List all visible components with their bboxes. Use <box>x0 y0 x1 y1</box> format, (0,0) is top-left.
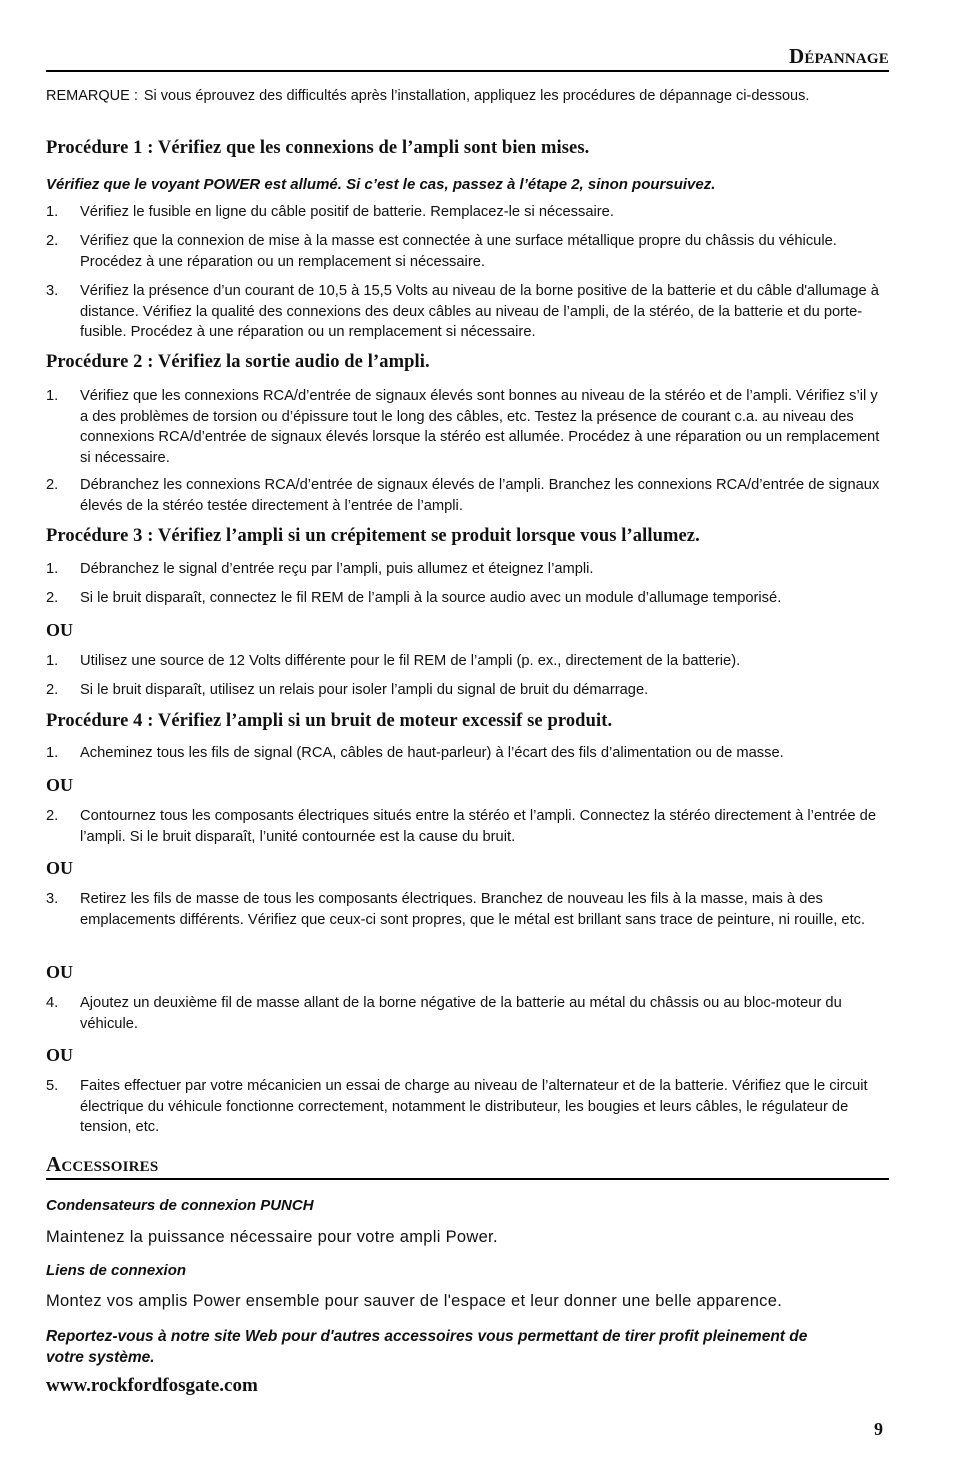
list-item <box>46 475 889 516</box>
item-text: Vérifiez la présence d’un courant de 10,5 à 15,5 Volts au niveau de la borne positive de la batterie et du câble d'allumage à distance. Vérifiez la qualité des connexions des deux câbles au niveau de l’ampli, de la stéréo, de la batterie et du porte-fusible. Procédez à une réparation ou un remplacement si nécessaire. <box>80 283 879 341</box>
item-text: Débranchez les connexions RCA/d’entrée de signaux élevés de l’ampli. Branchez les connexions RCA/d’entrée de signaux élevés de la stéréo testée directement à l’entrée de l’ampli. <box>80 477 880 514</box>
or-separator: OU <box>46 1045 73 1065</box>
item-number: 1. <box>46 653 59 669</box>
item-text: Acheminez tous les fils de signal (RCA, câbles de haut-parleur) à l’écart des fils d’alimentation ou de masse. <box>80 745 784 761</box>
item-number: 2. <box>46 808 59 824</box>
or-separator: OU <box>46 962 73 982</box>
accessory-1-title: Condensateurs de connexion PUNCH <box>46 1197 314 1214</box>
item-text: Si le bruit disparaît, utilisez un relais pour isoler l’ampli du signal de bruit du démarrage. <box>80 682 649 698</box>
item-number: 1. <box>46 204 59 220</box>
item-number: 4. <box>46 995 59 1011</box>
remark-text: Si vous éprouvez des difficultés après l’installation, appliquez les procédures de dépannage ci-dessous. <box>143 88 810 104</box>
item-number: 3. <box>46 283 59 299</box>
accessories-header <box>46 1150 889 1180</box>
accessories-title: Accessoires <box>46 1152 159 1176</box>
item-text: Vérifiez que la connexion de mise à la masse est connectée à une surface métallique propre du châssis du véhicule. Procédez à une réparation ou un remplacement si nécessaire. <box>80 233 837 270</box>
item-number: 5. <box>46 1078 59 1094</box>
list-item <box>46 559 889 580</box>
list-item <box>46 1076 889 1138</box>
website-note: Reportez-vous à notre site Web pour d'autres accessoires vous permettant de tirer profit pleinement de votre système. <box>46 1328 808 1366</box>
procedure-4-title: Procédure 4 : Vérifiez l’ampli si un bruit de moteur excessif se produit. <box>46 711 613 731</box>
item-number: 1. <box>46 561 59 577</box>
item-text: Si le bruit disparaît, connectez le fil REM de l’ampli à la source audio avec un module d’allumage temporisé. <box>80 590 782 606</box>
item-number: 2. <box>46 477 59 493</box>
procedure-2-title: Procédure 2 : Vérifiez la sortie audio de l’ampli. <box>46 352 430 372</box>
item-number: 3. <box>46 891 59 907</box>
item-text: Contournez tous les composants électriques situés entre la stéréo et l’ampli. Connectez la stéréo directement à l’entrée de l’ampli. Si le bruit disparaît, l’unité contournée est la cause du bruit. <box>80 808 876 845</box>
or-separator: OU <box>46 775 73 795</box>
list-item <box>46 202 889 223</box>
website-url[interactable]: www.rockfordfosgate.com <box>46 1375 258 1396</box>
page-number: 9 <box>874 1419 883 1439</box>
accessory-2-title: Liens de connexion <box>46 1262 187 1279</box>
list-item <box>46 651 889 672</box>
item-text: Vérifiez le fusible en ligne du câble positif de batterie. Remplacez-le si nécessaire. <box>80 204 614 220</box>
item-text: Utilisez une source de 12 Volts différente pour le fil REM de l’ampli (p. ex., directement de la batterie). <box>80 653 741 669</box>
list-item <box>46 281 889 343</box>
list-item <box>46 743 889 764</box>
or-separator: OU <box>46 620 73 640</box>
list-item <box>46 231 889 272</box>
remark <box>46 86 889 106</box>
item-text: Ajoutez un deuxième fil de masse allant de la borne négative de la batterie au métal du châssis ou au bloc-moteur du véhicule. <box>80 995 842 1032</box>
procedure-1-note: Vérifiez que le voyant POWER est allumé. Si c’est le cas, passez à l’étape 2, sinon poursuivez. <box>46 176 716 193</box>
item-number: 2. <box>46 682 59 698</box>
list-item <box>46 889 889 930</box>
item-text: Vérifiez que les connexions RCA/d’entrée de signaux élevés sont bonnes au niveau de la stéréo et de l’ampli. Vérifiez s’il y a des problèmes de torsion ou d’épissure tout le long des câbles, etc. Testez la présence de courant c.a. au niveau des connexions RCA/d’entrée de signaux élevés lorsque la stéréo est allumée. Procédez à une réparation ou un remplacement si nécessaire. <box>80 388 880 466</box>
accessory-2-text: Montez vos amplis Power ensemble pour sauver de l'espace et leur donner une belle apparence. <box>46 1292 783 1310</box>
item-text: Faites effectuer par votre mécanicien un essai de charge au niveau de l’alternateur et de la batterie. Vérifiez que le circuit électrique du véhicule fonctionne correctement, notamment le distributeur, les bougies et leurs câbles, le régulateur de tension, etc. <box>80 1078 868 1136</box>
list-item <box>46 806 889 847</box>
remark-label: REMARQUE : <box>46 88 138 104</box>
or-separator: OU <box>46 858 73 878</box>
list-item <box>46 680 889 701</box>
procedure-1-title: Procédure 1 : Vérifiez que les connexions de l’ampli sont bien mises. <box>46 138 590 158</box>
item-text: Débranchez le signal d’entrée reçu par l’ampli, puis allumez et éteignez l’ampli. <box>80 561 594 577</box>
section-header <box>46 44 889 72</box>
item-text: Retirez les fils de masse de tous les composants électriques. Branchez de nouveau les fils à la masse, mais à des emplacements différents. Vérifiez que ceux-ci sont propres, que le métal est brillant sans trace de peinture, ni rouille, etc. <box>80 891 866 928</box>
item-number: 1. <box>46 745 59 761</box>
item-number: 2. <box>46 233 59 249</box>
list-item <box>46 588 889 609</box>
list-item <box>46 993 889 1034</box>
accessory-1-text: Maintenez la puissance nécessaire pour votre ampli Power. <box>46 1228 498 1246</box>
section-title: Dépannage <box>788 44 889 68</box>
item-number: 2. <box>46 590 59 606</box>
list-item <box>46 386 889 468</box>
procedure-3-title: Procédure 3 : Vérifiez l’ampli si un crépitement se produit lorsque vous l’allumez. <box>46 526 700 546</box>
item-number: 1. <box>46 388 59 404</box>
